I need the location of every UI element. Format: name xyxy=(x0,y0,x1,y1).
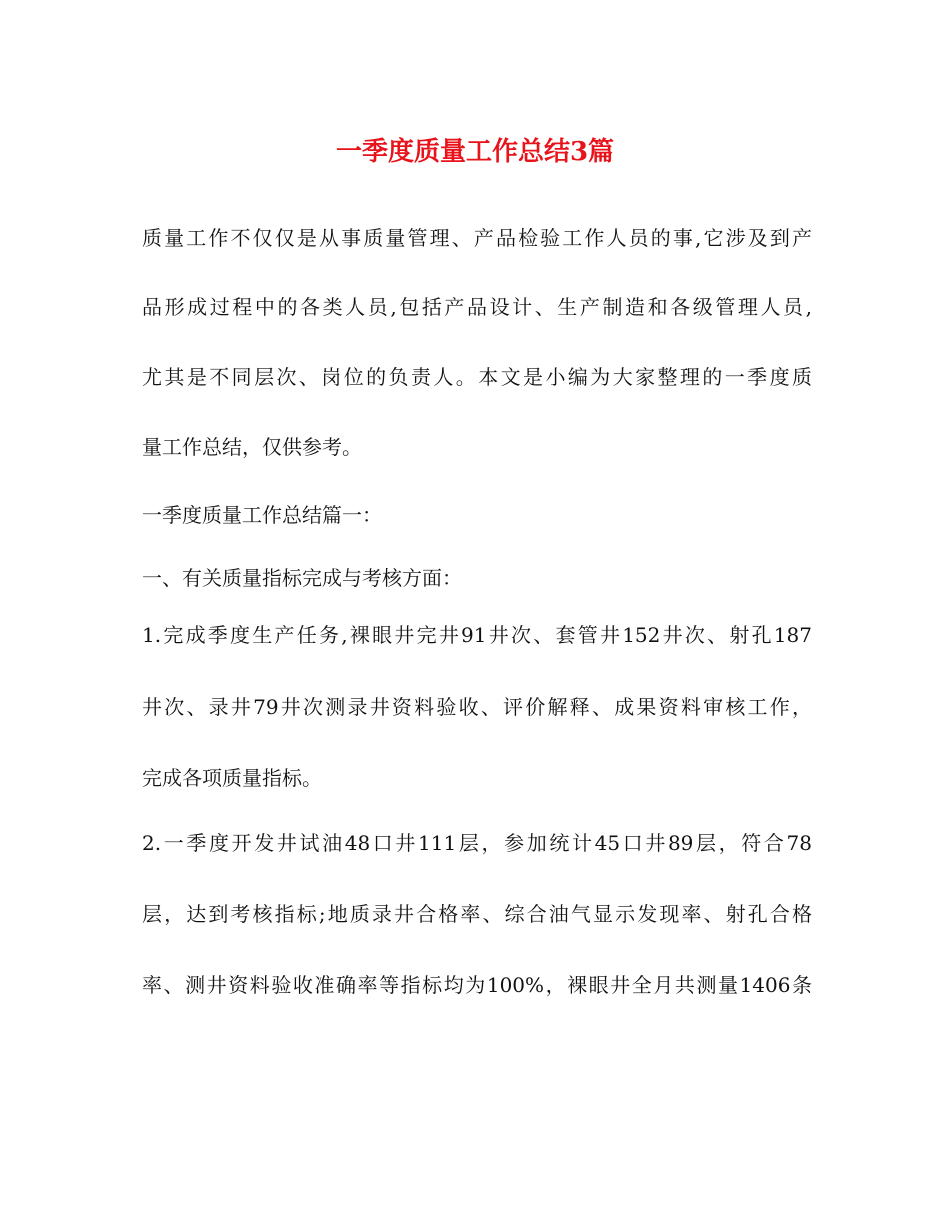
document-title: 一季度质量工作总结3篇 xyxy=(335,137,615,167)
paragraph-line: 层，达到考核指标;地质录井合格率、综合油气显示发现率、射孔合格 xyxy=(142,902,812,926)
paragraph-line: 1.完成季度生产任务,裸眼井完井91井次、套管井152井次、射孔187 xyxy=(142,623,812,647)
paragraph-line: 井次、录井79井次测录井资料验收、评价解释、成果资料审核工作， xyxy=(142,695,812,719)
subsection-heading: 一、有关质量指标完成与考核方面： xyxy=(142,566,462,590)
paragraph-line: 完成各项质量指标。 xyxy=(142,766,322,790)
section-heading: 一季度质量工作总结篇一： xyxy=(142,503,382,527)
paragraph-line: 质量工作不仅仅是从事质量管理、产品检验工作人员的事,它涉及到产 xyxy=(142,226,812,250)
paragraph-line: 量工作总结，仅供参考。 xyxy=(142,435,362,459)
paragraph-line: 2.一季度开发井试油48口井111层，参加统计45口井89层，符合78 xyxy=(142,831,812,855)
paragraph-line: 率、测井资料验收准确率等指标均为100%，裸眼井全月共测量1406条 xyxy=(142,973,812,997)
paragraph-line: 尤其是不同层次、岗位的负责人。本文是小编为大家整理的一季度质 xyxy=(142,365,812,389)
paragraph-line: 品形成过程中的各类人员,包括产品设计、生产制造和各级管理人员, xyxy=(142,295,812,319)
